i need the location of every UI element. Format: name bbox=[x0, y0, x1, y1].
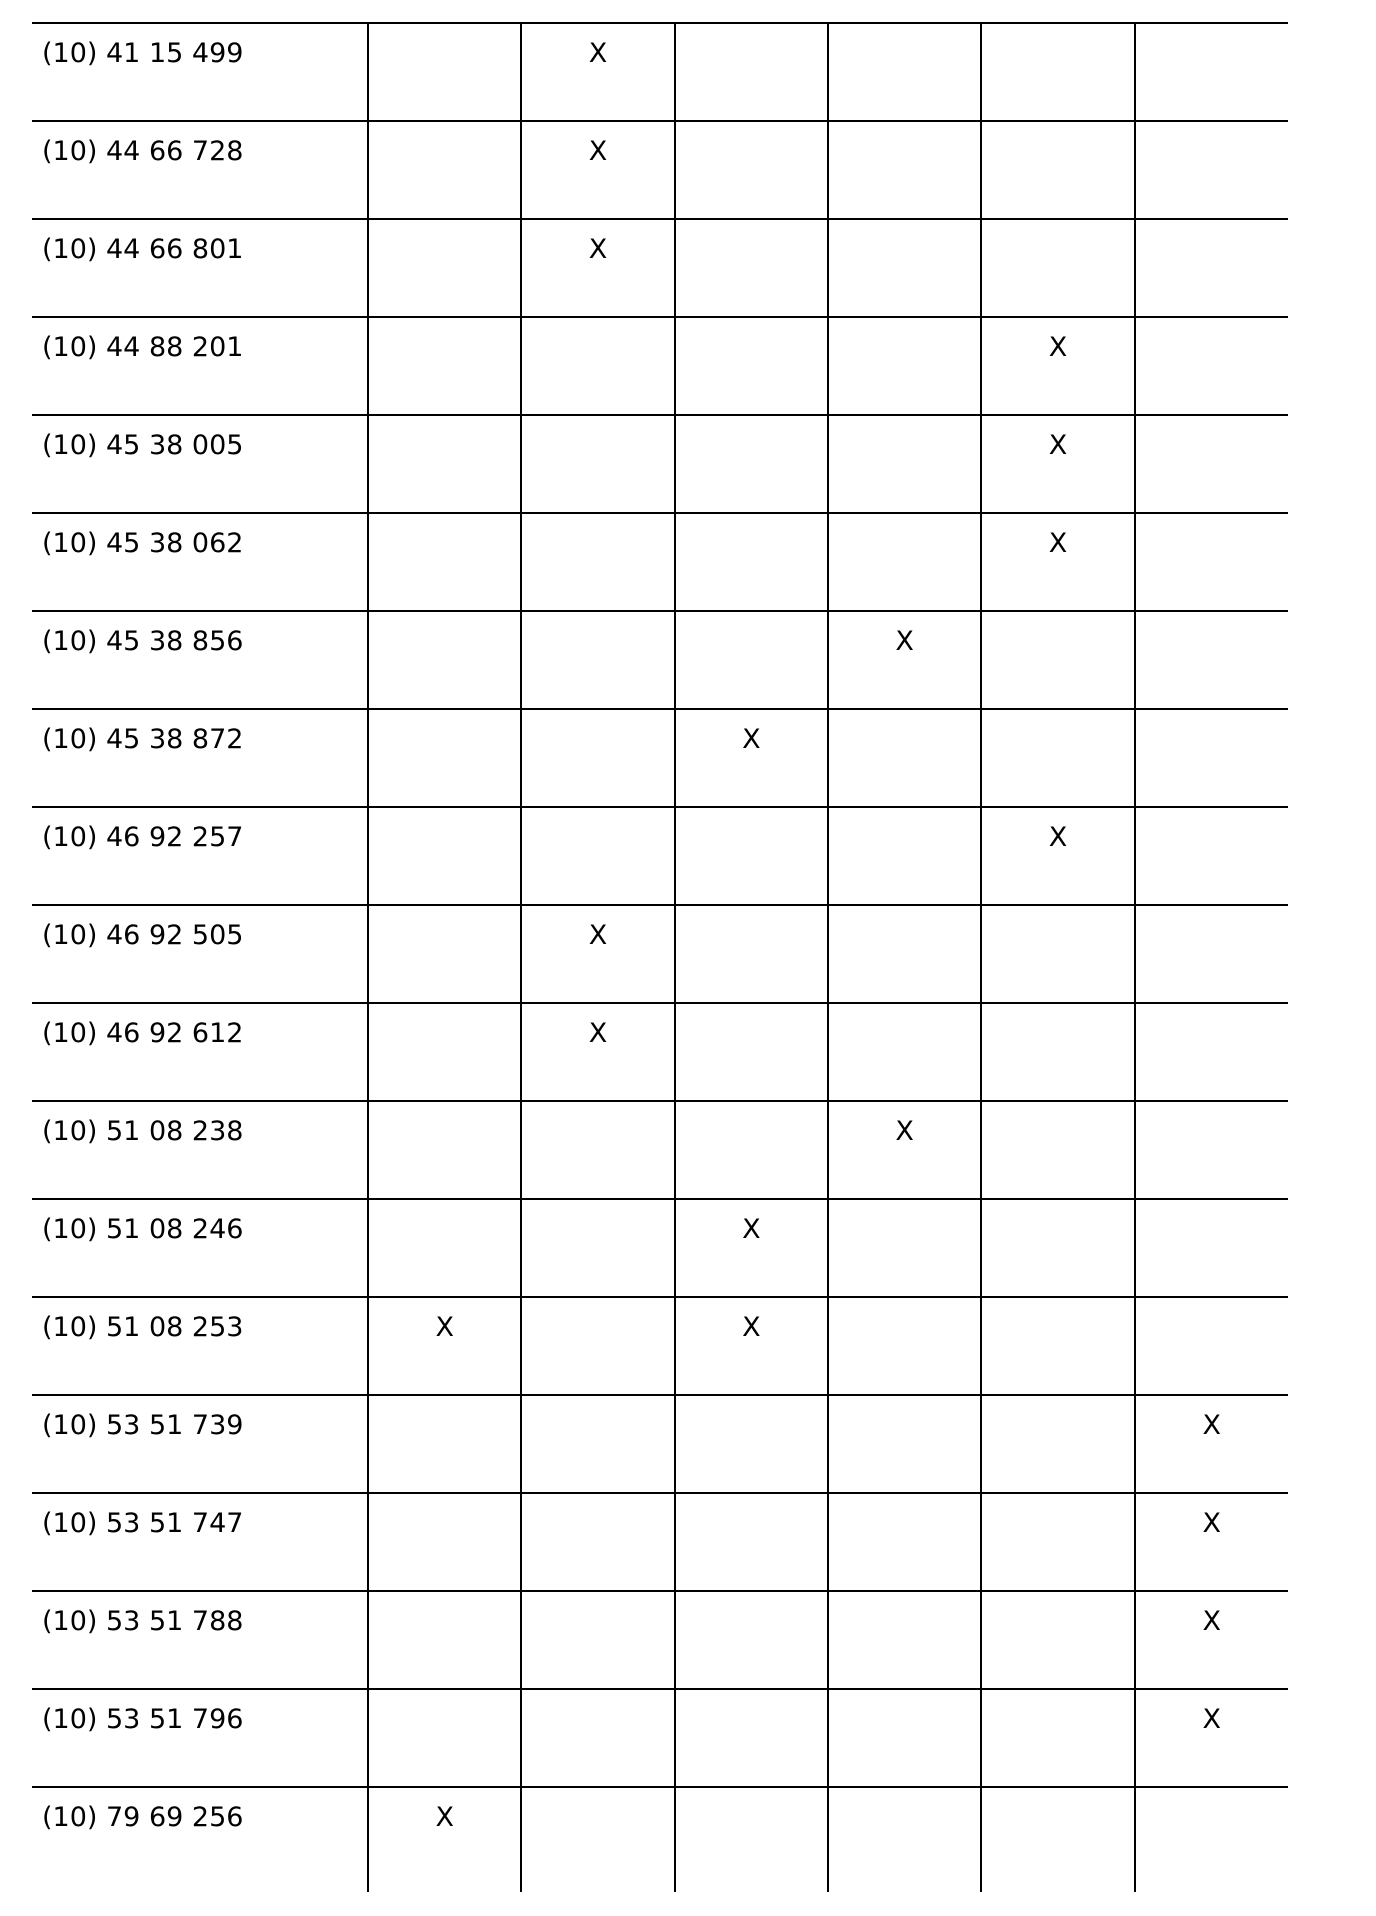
x-mark: X bbox=[1202, 1508, 1222, 1539]
table-row bbox=[32, 1101, 1288, 1199]
table-row bbox=[32, 317, 1288, 415]
table-row bbox=[32, 1199, 1288, 1297]
publication-number-cell bbox=[32, 513, 368, 611]
publication-number: (10) 46 92 257 bbox=[42, 822, 244, 853]
mark-cell-col-5 bbox=[981, 513, 1134, 611]
mark-cell-col-2 bbox=[521, 1101, 674, 1199]
mark-cell-col-3 bbox=[675, 23, 828, 121]
publication-number-cell bbox=[32, 219, 368, 317]
mark-cell-col-5 bbox=[981, 1003, 1134, 1101]
mark-cell-col-1 bbox=[368, 611, 521, 709]
publication-number-cell bbox=[32, 317, 368, 415]
mark-cell-col-4 bbox=[828, 1591, 981, 1689]
mark-cell-col-3 bbox=[675, 513, 828, 611]
mark-cell-col-1 bbox=[368, 1199, 521, 1297]
mark-cell-col-6 bbox=[1135, 415, 1288, 513]
mark-cell-col-3 bbox=[675, 219, 828, 317]
mark-cell-col-4 bbox=[828, 611, 981, 709]
x-mark: X bbox=[1202, 1704, 1222, 1735]
table-row bbox=[32, 1493, 1288, 1591]
publication-number-cell bbox=[32, 23, 368, 121]
publication-number-cell bbox=[32, 1591, 368, 1689]
mark-cell-col-5 bbox=[981, 1689, 1134, 1787]
mark-cell-col-2 bbox=[521, 1493, 674, 1591]
mark-cell-col-6 bbox=[1135, 23, 1288, 121]
publication-number: (10) 45 38 005 bbox=[42, 430, 244, 461]
mark-cell-col-3 bbox=[675, 415, 828, 513]
mark-cell-col-4 bbox=[828, 1199, 981, 1297]
table-row bbox=[32, 121, 1288, 219]
x-mark: X bbox=[435, 1802, 454, 1833]
mark-cell-col-2 bbox=[521, 807, 674, 905]
mark-cell-col-4 bbox=[828, 807, 981, 905]
mark-cell-col-4 bbox=[828, 121, 981, 219]
x-mark: X bbox=[588, 920, 608, 951]
table-row bbox=[32, 709, 1288, 807]
table-row bbox=[32, 219, 1288, 317]
mark-cell-col-2 bbox=[521, 1003, 674, 1101]
x-mark: X bbox=[588, 234, 608, 265]
table-row bbox=[32, 807, 1288, 905]
mark-cell-col-5 bbox=[981, 1297, 1134, 1395]
mark-cell-col-1 bbox=[368, 1395, 521, 1493]
mark-cell-col-2 bbox=[521, 317, 674, 415]
mark-cell-col-6 bbox=[1135, 1297, 1288, 1395]
mark-cell-col-2 bbox=[521, 1395, 674, 1493]
mark-cell-col-6 bbox=[1135, 1101, 1288, 1199]
mark-cell-col-1 bbox=[368, 1591, 521, 1689]
x-mark: X bbox=[895, 626, 914, 657]
mark-cell-col-3 bbox=[675, 807, 828, 905]
mark-cell-col-5 bbox=[981, 1101, 1134, 1199]
publication-number-cell bbox=[32, 807, 368, 905]
mark-cell-col-2 bbox=[521, 513, 674, 611]
mark-cell-col-1 bbox=[368, 1787, 521, 1892]
publication-number: (10) 53 51 747 bbox=[42, 1508, 244, 1539]
publication-number: (10) 44 66 801 bbox=[42, 234, 244, 265]
mark-cell-col-4 bbox=[828, 219, 981, 317]
mark-cell-col-2 bbox=[521, 121, 674, 219]
mark-cell-col-1 bbox=[368, 1101, 521, 1199]
table-row bbox=[32, 905, 1288, 1003]
mark-cell-col-3 bbox=[675, 1689, 828, 1787]
publication-number-cell bbox=[32, 905, 368, 1003]
table-body bbox=[32, 23, 1288, 1892]
mark-cell-col-2 bbox=[521, 611, 674, 709]
mark-cell-col-5 bbox=[981, 709, 1134, 807]
x-mark: X bbox=[742, 724, 761, 755]
publication-number: (10) 53 51 788 bbox=[42, 1606, 244, 1637]
mark-cell-col-1 bbox=[368, 23, 521, 121]
mark-cell-col-4 bbox=[828, 1787, 981, 1892]
publication-number-cell bbox=[32, 1689, 368, 1787]
publication-number-cell bbox=[32, 709, 368, 807]
mark-cell-col-6 bbox=[1135, 905, 1288, 1003]
publication-number-cell bbox=[32, 1003, 368, 1101]
mark-cell-col-1 bbox=[368, 1689, 521, 1787]
publication-number: (10) 53 51 796 bbox=[42, 1704, 244, 1735]
mark-cell-col-4 bbox=[828, 23, 981, 121]
mark-cell-col-4 bbox=[828, 317, 981, 415]
mark-cell-col-1 bbox=[368, 513, 521, 611]
publication-number-cell bbox=[32, 1395, 368, 1493]
publication-number-cell bbox=[32, 121, 368, 219]
mark-cell-col-6 bbox=[1135, 807, 1288, 905]
table-row bbox=[32, 1395, 1288, 1493]
x-mark: X bbox=[742, 1214, 761, 1245]
mark-cell-col-3 bbox=[675, 1101, 828, 1199]
mark-cell-col-4 bbox=[828, 1101, 981, 1199]
x-mark: X bbox=[895, 1116, 914, 1147]
mark-cell-col-5 bbox=[981, 1199, 1134, 1297]
table-row bbox=[32, 23, 1288, 121]
mark-cell-col-1 bbox=[368, 807, 521, 905]
mark-cell-col-2 bbox=[521, 1787, 674, 1892]
mark-cell-col-4 bbox=[828, 513, 981, 611]
mark-cell-col-2 bbox=[521, 1689, 674, 1787]
publication-number: (10) 51 08 246 bbox=[42, 1214, 244, 1245]
x-mark: X bbox=[742, 1312, 761, 1343]
publication-number-cell bbox=[32, 1493, 368, 1591]
publication-number-cell bbox=[32, 611, 368, 709]
mark-cell-col-2 bbox=[521, 219, 674, 317]
mark-cell-col-3 bbox=[675, 1297, 828, 1395]
x-mark: X bbox=[1048, 430, 1068, 461]
publication-number-cell bbox=[32, 1297, 368, 1395]
table-row bbox=[32, 611, 1288, 709]
mark-cell-col-2 bbox=[521, 1199, 674, 1297]
publication-number-cell bbox=[32, 1787, 368, 1892]
table-row bbox=[32, 1297, 1288, 1395]
mark-cell-col-5 bbox=[981, 415, 1134, 513]
publication-number: (10) 53 51 739 bbox=[42, 1410, 244, 1441]
mark-cell-col-2 bbox=[521, 1591, 674, 1689]
mark-cell-col-6 bbox=[1135, 1689, 1288, 1787]
mark-cell-col-2 bbox=[521, 23, 674, 121]
x-mark: X bbox=[1048, 822, 1068, 853]
table-row bbox=[32, 1591, 1288, 1689]
publication-number: (10) 41 15 499 bbox=[42, 38, 244, 69]
mark-cell-col-5 bbox=[981, 905, 1134, 1003]
mark-cell-col-3 bbox=[675, 1003, 828, 1101]
mark-cell-col-3 bbox=[675, 611, 828, 709]
mark-cell-col-1 bbox=[368, 415, 521, 513]
table-row bbox=[32, 1689, 1288, 1787]
mark-cell-col-1 bbox=[368, 219, 521, 317]
table-row bbox=[32, 1003, 1288, 1101]
x-mark: X bbox=[588, 1018, 608, 1049]
table-row bbox=[32, 513, 1288, 611]
mark-cell-col-1 bbox=[368, 121, 521, 219]
x-mark: X bbox=[1202, 1606, 1222, 1637]
mark-cell-col-2 bbox=[521, 905, 674, 1003]
mark-cell-col-2 bbox=[521, 1297, 674, 1395]
x-mark: X bbox=[435, 1312, 454, 1343]
mark-cell-col-5 bbox=[981, 1493, 1134, 1591]
x-mark: X bbox=[1048, 528, 1068, 559]
mark-cell-col-6 bbox=[1135, 1395, 1288, 1493]
mark-cell-col-5 bbox=[981, 611, 1134, 709]
mark-cell-col-5 bbox=[981, 23, 1134, 121]
table-row bbox=[32, 415, 1288, 513]
x-mark: X bbox=[588, 38, 608, 69]
mark-cell-col-5 bbox=[981, 219, 1134, 317]
mark-cell-col-1 bbox=[368, 905, 521, 1003]
publication-number-cell bbox=[32, 1101, 368, 1199]
mark-cell-col-1 bbox=[368, 709, 521, 807]
mark-cell-col-5 bbox=[981, 121, 1134, 219]
mark-cell-col-1 bbox=[368, 317, 521, 415]
mark-cell-col-3 bbox=[675, 317, 828, 415]
publication-number: (10) 46 92 612 bbox=[42, 1018, 244, 1049]
x-mark: X bbox=[588, 136, 608, 167]
mark-cell-col-4 bbox=[828, 1003, 981, 1101]
publication-number: (10) 51 08 238 bbox=[42, 1116, 244, 1147]
publication-number-cell bbox=[32, 1199, 368, 1297]
patent-checklist-table bbox=[32, 22, 1288, 1892]
mark-cell-col-2 bbox=[521, 415, 674, 513]
mark-cell-col-4 bbox=[828, 1689, 981, 1787]
mark-cell-col-3 bbox=[675, 1591, 828, 1689]
x-mark: X bbox=[1202, 1410, 1222, 1441]
table-row bbox=[32, 1787, 1288, 1892]
mark-cell-col-3 bbox=[675, 905, 828, 1003]
publication-number: (10) 45 38 872 bbox=[42, 724, 244, 755]
mark-cell-col-6 bbox=[1135, 611, 1288, 709]
publication-number: (10) 79 69 256 bbox=[42, 1802, 244, 1833]
mark-cell-col-6 bbox=[1135, 513, 1288, 611]
mark-cell-col-3 bbox=[675, 1199, 828, 1297]
mark-cell-col-6 bbox=[1135, 1591, 1288, 1689]
mark-cell-col-3 bbox=[675, 709, 828, 807]
mark-cell-col-6 bbox=[1135, 317, 1288, 415]
mark-cell-col-6 bbox=[1135, 709, 1288, 807]
mark-cell-col-5 bbox=[981, 1787, 1134, 1892]
mark-cell-col-1 bbox=[368, 1003, 521, 1101]
mark-cell-col-4 bbox=[828, 1395, 981, 1493]
mark-cell-col-6 bbox=[1135, 1787, 1288, 1892]
mark-cell-col-3 bbox=[675, 1787, 828, 1892]
mark-cell-col-1 bbox=[368, 1493, 521, 1591]
x-mark: X bbox=[1048, 332, 1068, 363]
mark-cell-col-4 bbox=[828, 1297, 981, 1395]
mark-cell-col-6 bbox=[1135, 219, 1288, 317]
mark-cell-col-5 bbox=[981, 1395, 1134, 1493]
publication-number: (10) 44 66 728 bbox=[42, 136, 244, 167]
mark-cell-col-6 bbox=[1135, 1003, 1288, 1101]
mark-cell-col-6 bbox=[1135, 121, 1288, 219]
mark-cell-col-3 bbox=[675, 1493, 828, 1591]
publication-number: (10) 44 88 201 bbox=[42, 332, 244, 363]
mark-cell-col-3 bbox=[675, 1395, 828, 1493]
mark-cell-col-5 bbox=[981, 317, 1134, 415]
mark-cell-col-4 bbox=[828, 905, 981, 1003]
publication-number: (10) 45 38 856 bbox=[42, 626, 244, 657]
mark-cell-col-5 bbox=[981, 1591, 1134, 1689]
publication-number: (10) 46 92 505 bbox=[42, 920, 244, 951]
mark-cell-col-4 bbox=[828, 415, 981, 513]
mark-cell-col-6 bbox=[1135, 1199, 1288, 1297]
publication-number: (10) 45 38 062 bbox=[42, 528, 244, 559]
mark-cell-col-2 bbox=[521, 709, 674, 807]
mark-cell-col-3 bbox=[675, 121, 828, 219]
publication-number-cell bbox=[32, 415, 368, 513]
mark-cell-col-4 bbox=[828, 709, 981, 807]
publication-number: (10) 51 08 253 bbox=[42, 1312, 244, 1343]
mark-cell-col-1 bbox=[368, 1297, 521, 1395]
mark-cell-col-5 bbox=[981, 807, 1134, 905]
mark-cell-col-6 bbox=[1135, 1493, 1288, 1591]
mark-cell-col-4 bbox=[828, 1493, 981, 1591]
